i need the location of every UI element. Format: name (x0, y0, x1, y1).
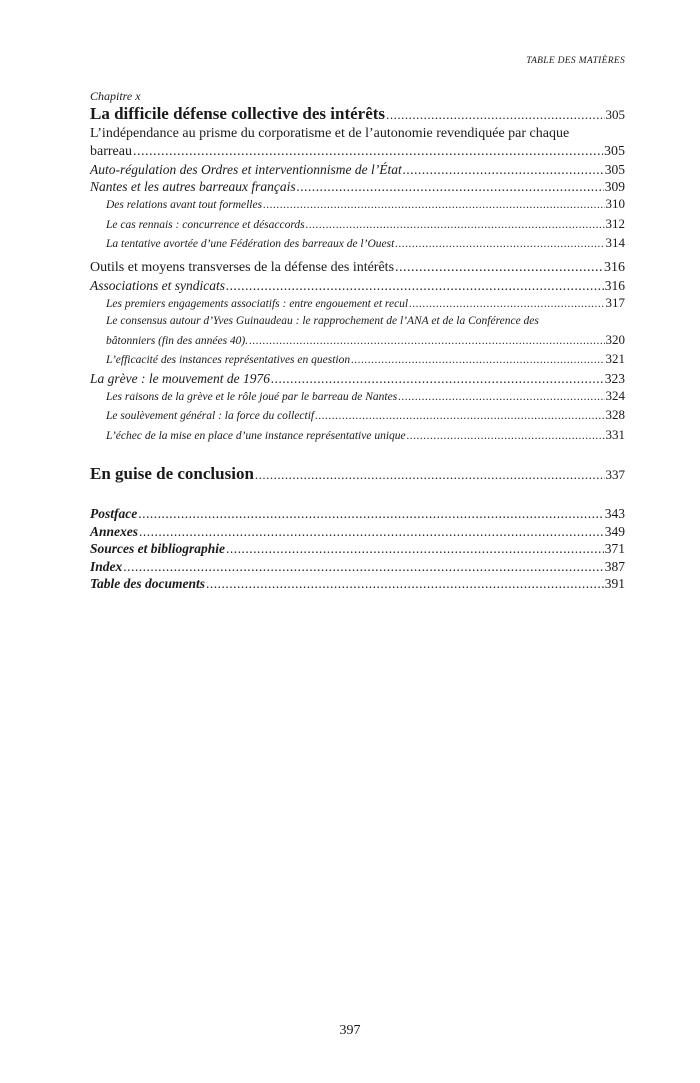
leader-dots (255, 463, 605, 485)
item-entry[interactable] (90, 350, 625, 370)
item-title: La tentative avortée d’une Fédération des barreaux de l’Ouest (106, 238, 395, 250)
item-title-line1: Le consensus autour d’Yves Guinaudeau : le rapprochement de l’ANA et de la Conférence des (106, 315, 539, 327)
page-ref: 324 (605, 387, 625, 403)
leader-dots (133, 143, 603, 161)
chapter-title: La difficile défense collective des intérêts (90, 104, 386, 123)
leader-dots (351, 352, 604, 370)
page-ref: 387 (604, 558, 625, 574)
item-title: Le cas rennais : concurrence et désaccords (106, 218, 305, 231)
item-title: L’efficacité des instances représentatives en question (106, 354, 351, 366)
subsection-entry[interactable] (90, 370, 625, 387)
leader-dots (263, 197, 604, 215)
page-ref: 316 (604, 259, 625, 275)
item-title: Des relations avant tout formelles (106, 199, 263, 211)
page-ref: 343 (604, 506, 625, 521)
leader-dots (249, 333, 604, 351)
subsection-entry[interactable] (90, 178, 625, 195)
back-matter-title: Sources et bibliographie (90, 541, 226, 556)
leader-dots (271, 370, 604, 387)
page-ref: 310 (605, 196, 625, 211)
section-entry[interactable] (90, 259, 625, 277)
back-matter-entry[interactable] (90, 558, 625, 576)
item-title: Les premiers engagements associatifs : entre engouement et recul (106, 297, 409, 310)
leader-dots (395, 259, 603, 277)
item-title: L’échec de la mise en place d’une instance représentative unique (106, 429, 406, 442)
leader-dots (398, 389, 604, 407)
table-of-contents (90, 89, 625, 593)
subsection-title: La grève : le mouvement de 1976 (90, 370, 270, 386)
page-ref: 309 (604, 179, 625, 194)
subsection-entry[interactable] (90, 277, 625, 294)
back-matter-title: Annexes (90, 523, 139, 539)
page-ref: 371 (604, 541, 625, 556)
page-ref: 320 (605, 331, 625, 347)
page-ref: 391 (604, 576, 625, 591)
page-ref: 305 (605, 107, 625, 122)
running-head: TABLE DES MATIÈRES (526, 56, 625, 66)
conclusion-title: En guise de conclusion (90, 464, 254, 483)
page-number: 397 (339, 1023, 361, 1038)
page-ref: 337 (605, 467, 625, 482)
back-matter-entry[interactable] (90, 540, 625, 558)
item-entry[interactable] (90, 215, 625, 235)
page-ref: 314 (605, 235, 625, 250)
item-entry[interactable] (90, 387, 625, 407)
page-ref: 328 (605, 407, 625, 422)
leader-dots (407, 428, 605, 446)
subsection-title: Associations et syndicats (90, 277, 225, 293)
item-entry[interactable] (90, 195, 625, 215)
chapter-title-entry[interactable] (90, 103, 625, 125)
page-ref: 305 (604, 144, 625, 159)
leader-dots (139, 523, 604, 541)
item-entry[interactable] (90, 331, 625, 351)
leader-dots (395, 236, 604, 254)
section-title-line1: L’indépendance au prisme du corporatisme et de l’autonomie revendiquée par chaque (90, 126, 570, 141)
back-matter-entry[interactable] (90, 523, 625, 541)
leader-dots (206, 575, 604, 593)
page-ref: 331 (605, 426, 625, 442)
leader-dots (226, 540, 604, 558)
leader-dots (403, 161, 604, 178)
leader-dots (409, 296, 604, 314)
page-ref: 312 (605, 215, 625, 231)
item-entry[interactable] (90, 234, 625, 254)
back-matter-entry[interactable] (90, 505, 625, 523)
leader-dots (123, 558, 603, 576)
subsection-title: Auto-régulation des Ordres et interventionnisme de l’État (90, 162, 402, 177)
conclusion-entry[interactable] (90, 463, 625, 485)
item-entry[interactable] (90, 426, 625, 446)
leader-dots (226, 277, 604, 294)
leader-dots (306, 217, 605, 235)
page-ref: 323 (604, 370, 625, 386)
back-matter-title: Postface (90, 506, 138, 521)
back-matter-entry[interactable] (90, 575, 625, 593)
item-entry[interactable] (90, 294, 625, 314)
subsection-entry[interactable] (90, 161, 625, 178)
page-ref: 321 (605, 351, 625, 366)
section-title: Outils et moyens transverses de la défense des intérêts (90, 259, 395, 275)
section-title-line2: barreau (90, 144, 132, 159)
item-title-line2: bâtonniers (fin des années 40). (106, 334, 249, 347)
page-ref: 349 (604, 523, 625, 539)
leader-dots (297, 178, 604, 195)
item-title: Les raisons de la grève et le rôle joué par le barreau de Nantes (106, 390, 398, 403)
page-ref: 316 (604, 277, 625, 293)
section-entry[interactable] (90, 143, 625, 161)
chapter-label: Chapitre x (90, 89, 141, 103)
page-ref: 317 (605, 294, 625, 310)
back-matter-title: Index (90, 558, 123, 574)
item-title: Le soulèvement général : la force du collectif (106, 410, 315, 422)
leader-dots (138, 505, 604, 523)
page-ref: 305 (604, 162, 625, 177)
leader-dots (315, 408, 604, 426)
subsection-title: Nantes et les autres barreaux français (90, 179, 296, 194)
leader-dots (386, 103, 604, 125)
back-matter-title: Table des documents (90, 576, 206, 591)
item-entry[interactable] (90, 406, 625, 426)
